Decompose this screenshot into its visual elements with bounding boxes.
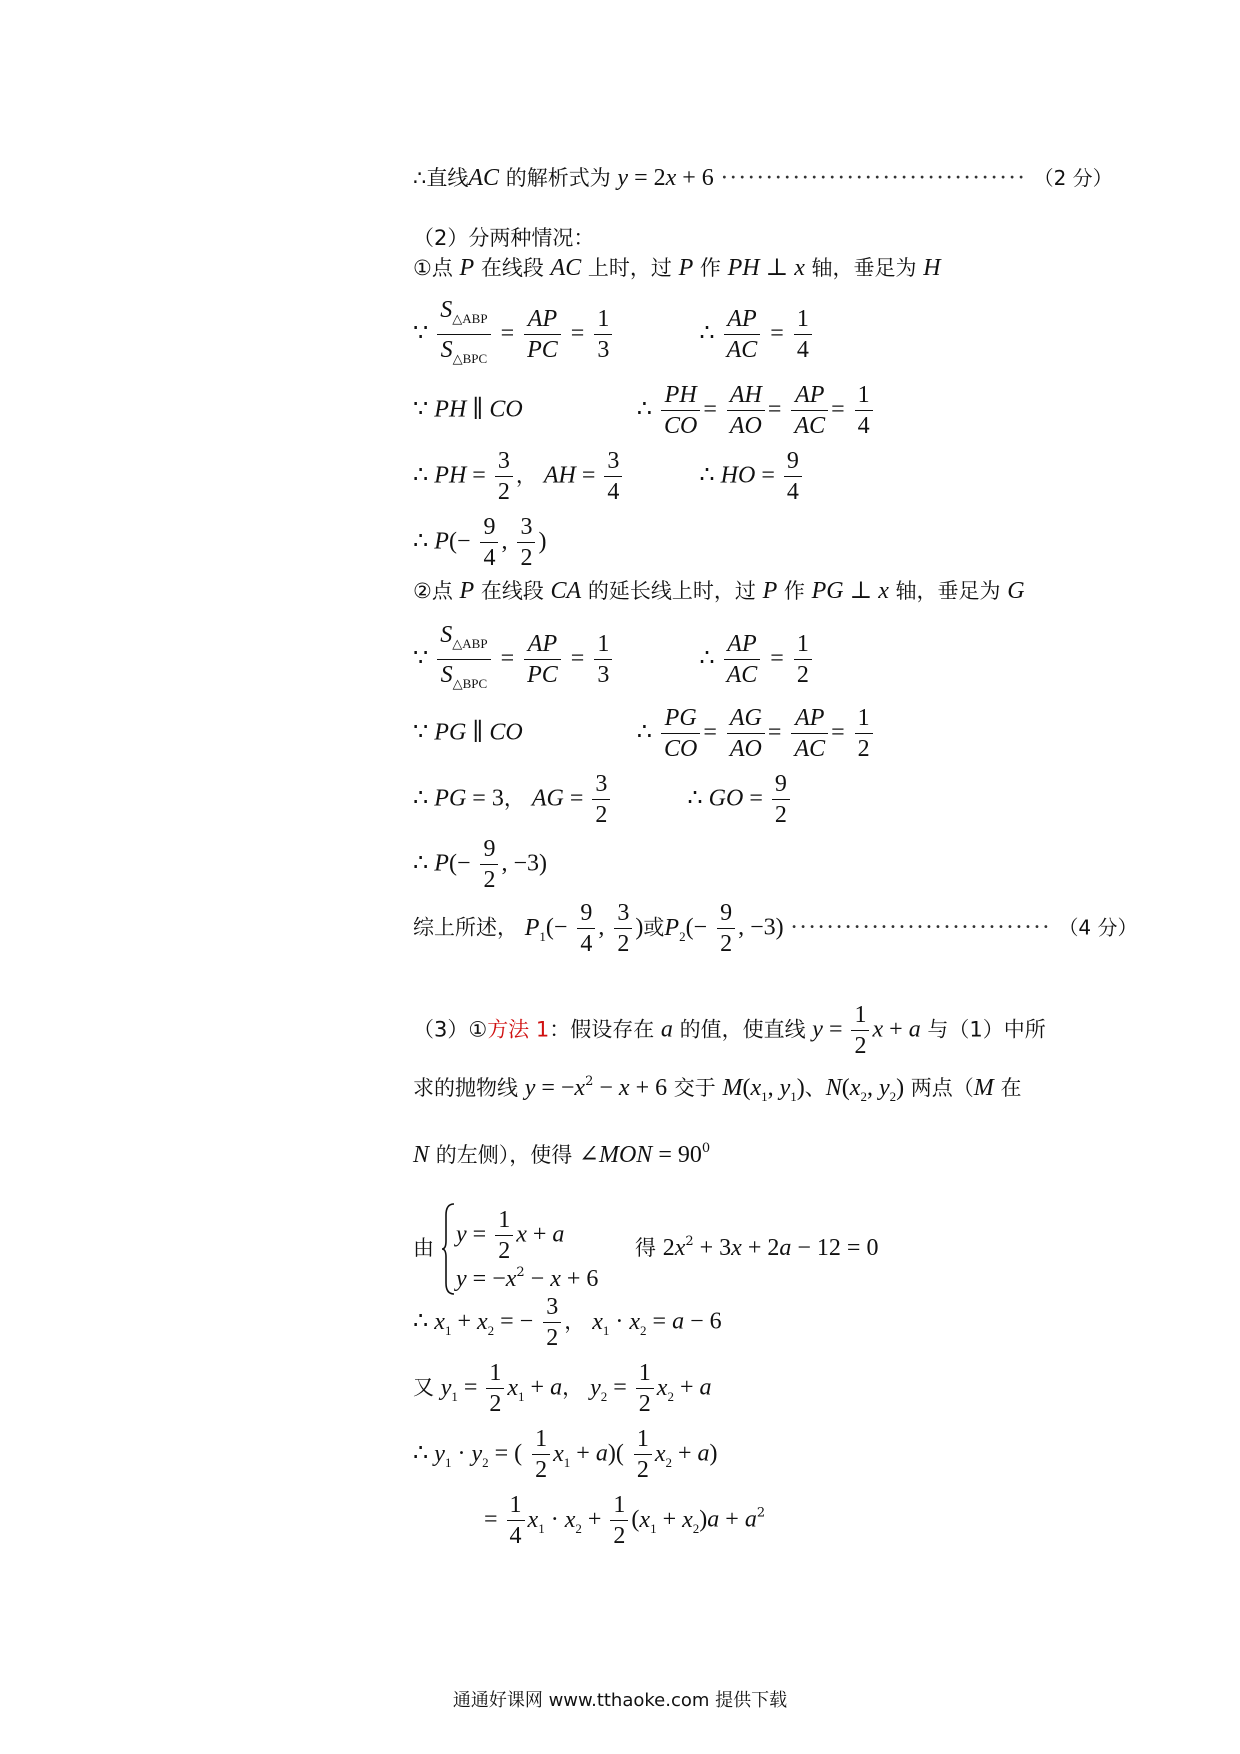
system-prefix: 由 — [413, 1236, 434, 1260]
part-3-angle: N 的左侧），使得 ∠MON = $90^0$ — [413, 1141, 711, 1168]
case-2-point: ∴ P(− $\frac{9}{2}$ , −3) — [413, 836, 548, 893]
part-3-intro: （3）①方法 1：假设存在 a 的值，使直线 y = $\frac{1}{2}$ x + a 与（1）中所 — [413, 1002, 1046, 1059]
case-2-parallel: ∵ PG ∥ CO ∴ $\frac{PG}{CO}$ = $\frac{AG}{AO}$ = $\frac{AP}{AC}$ = $\frac{1}{2}$ — [413, 703, 876, 764]
part-2-heading: （2）分两种情况： — [413, 226, 595, 250]
summary-line: 综上所述， $P_1(-$ $\frac{9}{4}$ , $\frac{3}{2}$ )或$P_2(-$ $\frac{9}{2}$ , −3) ····························· （4 分） — [413, 900, 1138, 957]
case-2-area-ratio: ∵ $\frac{S_{\triangle ABP}}{S_{\triangle BPC}}$ = $\frac{AP}{PC}$ = $\frac{1}{3}$ ∴ $\frac{AP}{AC}$ = $\frac{1}{2}$ — [413, 620, 815, 699]
score-2: （2 分） — [1033, 166, 1113, 190]
case-1-parallel: ∵ PH ∥ CO ∴ $\frac{PH}{CO}$ = $\frac{AH}{AO}$ = $\frac{AP}{AC}$ = $\frac{1}{4}$ — [413, 380, 876, 441]
system-result: 得 $2x^2 + 3x + 2a - 12 = 0$ — [635, 1234, 879, 1261]
case-1-point: ∴ P(− $\frac{9}{4}$ , $\frac{3}{2}$ ) — [413, 514, 547, 571]
case-2-lengths: ∴ PG = 3， AG = $\frac{3}{2}$ ∴ GO = $\frac{9}{2}$ — [413, 769, 793, 830]
system-eq-1: y = $\frac{1}{2}$ x + a — [456, 1207, 565, 1264]
product-line-1: ∴ $y_1 \cdot y_2$ = ( $\frac{1}{2}$ $x_1 + a$)( $\frac{1}{2}$ $x_2 + a$) — [413, 1426, 718, 1483]
system-eq-2: $y = -x^2 - x + 6$ — [456, 1265, 599, 1292]
part-3-parabola: 求的抛物线 $y = -x^2 - x + 6$ 交于 $M(x_1$, $y_1$)、$N(x_2$, $y_2$) 两点（M 在 — [413, 1074, 1022, 1104]
method-label: 方法 1 — [487, 1017, 550, 1042]
system-brace — [441, 1203, 455, 1295]
vieta-line: ∴ $x_1 + x_2$ = − $\frac{3}{2}$ ， $x_1 \cdot x_2 = a - 6$ — [413, 1294, 722, 1351]
y-values-line: 又 $y_1$ = $\frac{1}{2}$ $x_1 + a$， $y_2$ = $\frac{1}{2}$ $x_2 + a$ — [413, 1360, 712, 1417]
case-1-area-ratio: ∵ $\frac{S_{\triangle ABP}}{S_{\triangle BPC}}$ = $\frac{AP}{PC}$ = $\frac{1}{3}$ ∴ $\frac{AP}{AC}$ = $\frac{1}{4}$ — [413, 295, 815, 374]
case-1-heading: ①点 P 在线段 AC 上时，过 P 作 PH ⊥ x 轴，垂足为 H — [413, 255, 941, 281]
answer-line-1: ∴直线AC 的解析式为 y = 2x + 6 ·································· （2 分） — [413, 165, 1113, 191]
product-line-2: = $\frac{1}{4}$ $x_1 \cdot x_2$ + $\frac{1}{2}$ $(x_1 + x_2)a + a^2$ — [484, 1492, 766, 1549]
leader-dots: ····························· — [790, 915, 1052, 941]
score-4: （4 分） — [1058, 915, 1138, 940]
leader-dots: ·································· — [720, 166, 1027, 191]
case-2-heading: ②点 P 在线段 CA 的延长线上时，过 P 作 PG ⊥ x 轴，垂足为 G — [413, 578, 1025, 604]
case-1-lengths: ∴ PH = $\frac{3}{2}$ ， AH = $\frac{3}{4}$ ∴ HO = $\frac{9}{4}$ — [413, 446, 805, 507]
page-footer: 通通好课网 www.tthaoke.com 提供下载 — [452, 1690, 788, 1711]
